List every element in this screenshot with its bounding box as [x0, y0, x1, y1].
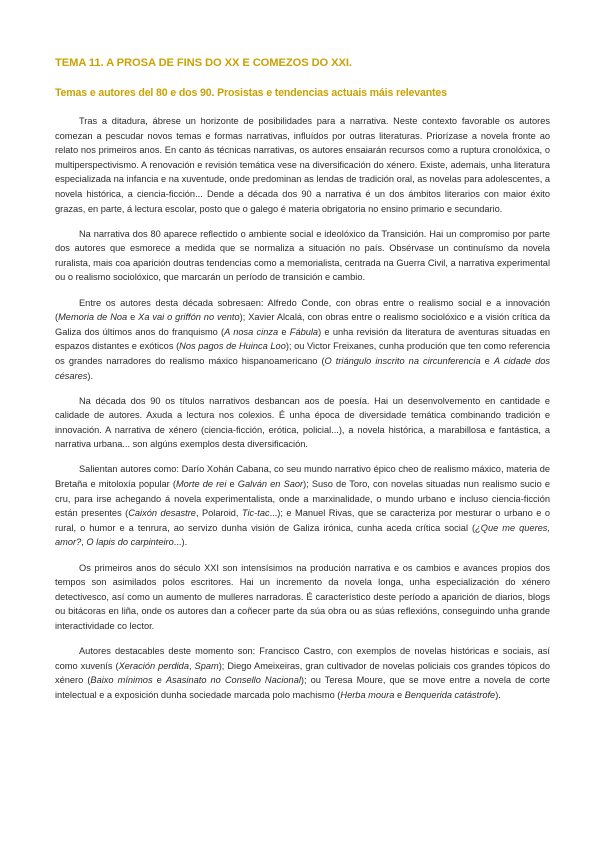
work-title: Baixo mínimos [90, 675, 153, 686]
paragraph-text: ); Xavier Alcalá, con obras entre o realismo sociolóxico e a visión crítica da Galiza dos últimos anos do franquismo ( [55, 312, 551, 337]
work-title: ¿Que me queres, amor? [55, 522, 550, 548]
paragraph-text: Salientan autores como: Darío Xohán Cabana, co seu mundo narrativo épico cheo de realismo máxico, materia de Bretaña e mitoloxía popular ( [55, 464, 550, 490]
work-title: Xeración perdida [118, 660, 189, 671]
paragraph-text: Tras a ditadura, ábrese un horizonte de posibilidades para a narrativa. Neste contexto favorable os autores comezan a pescudar novos temas e formas narrativas, influídos por outras literaturas. Priorízase a novela fronte ao relato nos primeiros anos. En canto ás técnicas narrativas, os autores ensaiarán recursos como a ruptura cronolóxica, o multiperspectivismo. A renovación e revisión temática vese na diversificación do xénero. Existe, ademais, unha literatura especializada na infancia e na xuventude, onde predominan as lendas de tradición oral, as novelas para adolescentes, a novela histórica, a ciencia-ficción... Dende a década dos 90 a narrativa é un dos ámbitos literarios con maior éxito grazas, en parte, á lectura escolar, posto que o galego é materia obrigatoria no ensino primario e secundario. [55, 116, 550, 214]
paragraph-text: ); ou Teresa Moure, que se move entre a novela de corte intelectual e a exposición dunha sociedade marcada polo machismo ( [55, 675, 550, 700]
paragraph-text: , [81, 537, 87, 548]
body-paragraph [55, 644, 550, 702]
work-title: Tic-tac [241, 508, 270, 519]
paragraph-text: ...); e Manuel Rivas, que se caracteriza por mesturar o urbano e o rural, o humor e a tenrura, ao servizo dunha visión de Galiza irónica, cunha aceda crítica social ( [55, 508, 551, 533]
body-paragraph [55, 296, 550, 384]
paragraph-text: e [127, 312, 139, 323]
paragraph-text: , Polaroid, [195, 508, 242, 519]
body-paragraph [55, 561, 550, 634]
work-title: Xa vai o griffón no vento [138, 312, 240, 323]
paragraph-text: ); Suso de Toro, con novelas situadas nun realismo sucio e cru, para irse achegando á novela experimentalista, onde a marxinalidade, o mundo urbano e incluso ciencia-ficción están presentes ( [55, 479, 550, 519]
paragraph-text: e [226, 479, 238, 490]
body-paragraph [55, 462, 550, 550]
work-title: Galván en Saor [237, 479, 304, 490]
paragraph-text: Entre os autores desta década sobresaen: Alfredo Conde, con obras entre o realismo social e a innovación ( [55, 297, 550, 323]
body-paragraph [55, 114, 550, 216]
paragraph-text: e [394, 689, 405, 700]
paragraph-text: e [480, 355, 494, 366]
work-title: A cidade dos césares [55, 355, 550, 381]
document-body [55, 114, 550, 713]
paragraph-text: ...). [173, 537, 188, 548]
paragraph-text: Na década dos 90 os títulos narrativos desbancan aos de poesía. Hai un desenvolvemento en cantidade e calidade de autores. Axuda a lectura nos colexios. É unha época de diversidade temática combinando tradición e innovación. A narrativa de xénero (ciencia-ficción, erótica, policial...), a novela histórica, a marabillosa e fantástica, a narrativa urbana... son algúns exemplos desta diversificación. [55, 395, 550, 450]
work-title: Benquerida catástrofe [404, 689, 496, 700]
work-title: O triángulo inscrito na circunferencia [324, 355, 481, 366]
paragraph-text: ). [87, 370, 94, 381]
body-paragraph [55, 394, 550, 452]
paragraph-text: ); Diego Ameixeiras, gran cultivador de novelas policiais cos grandes tópicos do xénero ( [55, 660, 550, 686]
work-title: Memoria de Noa [58, 312, 128, 323]
paragraph-text: ); ou Victor Freixanes, cunha produción que ten como referencia os grandes narradores do realismo máxico hispanoamericano ( [55, 341, 550, 366]
paragraph-text: Os primeiros anos do século XXI son intensísimos na produción narrativa e os cambios e avances propios dos tempos son asimilados polos escritores. Hai un incremento da novela longa, unha especialización do xénero detectivesco, así como un aumento de mulleres narradoras. É característico deste período a aparición de diarios, blogs ou bitácoras en liña, onde os autores dan a coñecer parte da súa obra ou as súas reflexións, conseguindo unha grande interactividade co lector. [55, 562, 550, 631]
work-title: Asasinato no Consello Nacional [165, 675, 301, 686]
work-title: O lapis do carpinteiro [86, 537, 174, 548]
work-title: Nos pagos de Huinca Loo [179, 341, 286, 352]
work-title: Caixón desastre [128, 508, 196, 519]
paragraph-text: Autores destacables deste momento son: Francisco Castro, con exemplos de novelas históricas e sociais, así como xuvenís ( [55, 646, 550, 671]
paragraph-text: e [278, 326, 290, 337]
paragraph-text: e [152, 675, 166, 686]
body-paragraph [55, 227, 550, 285]
paragraph-text: ) e unha revisión da literatura de aventuras situadas en espazos distantes e exóticos ( [55, 326, 550, 352]
work-title: Fábula [289, 326, 319, 337]
work-title: Herba moura [340, 689, 395, 700]
work-title: Spam [194, 660, 219, 671]
document-subtitle: Temas e autores del 80 e dos 90. Prosistas e tendencias actuais máis relevantes [55, 87, 447, 99]
work-title: Morte de rei [175, 479, 227, 490]
document-title: TEMA 11. A PROSA DE FINS DO XX E COMEZOS DO XXI. [55, 57, 352, 69]
paragraph-text: , [188, 660, 195, 671]
paragraph-text: Na narrativa dos 80 aparece reflectido o ambiente social e ideolóxico da Transición. Hai un compromiso por parte dos autores que esmorece a medida que se normaliza a situación no país. Obsérvase un continuísmo da novela ruralista, mais coa aparición doutras tendencias como a memorialista, centrada na Guerra Civil, a narrativa experimental ou o realismo sociolóxico, que marcarán un período de transición e cambio. [55, 228, 550, 283]
paragraph-text: ). [495, 689, 501, 700]
work-title: A nosa cinza [224, 326, 279, 337]
